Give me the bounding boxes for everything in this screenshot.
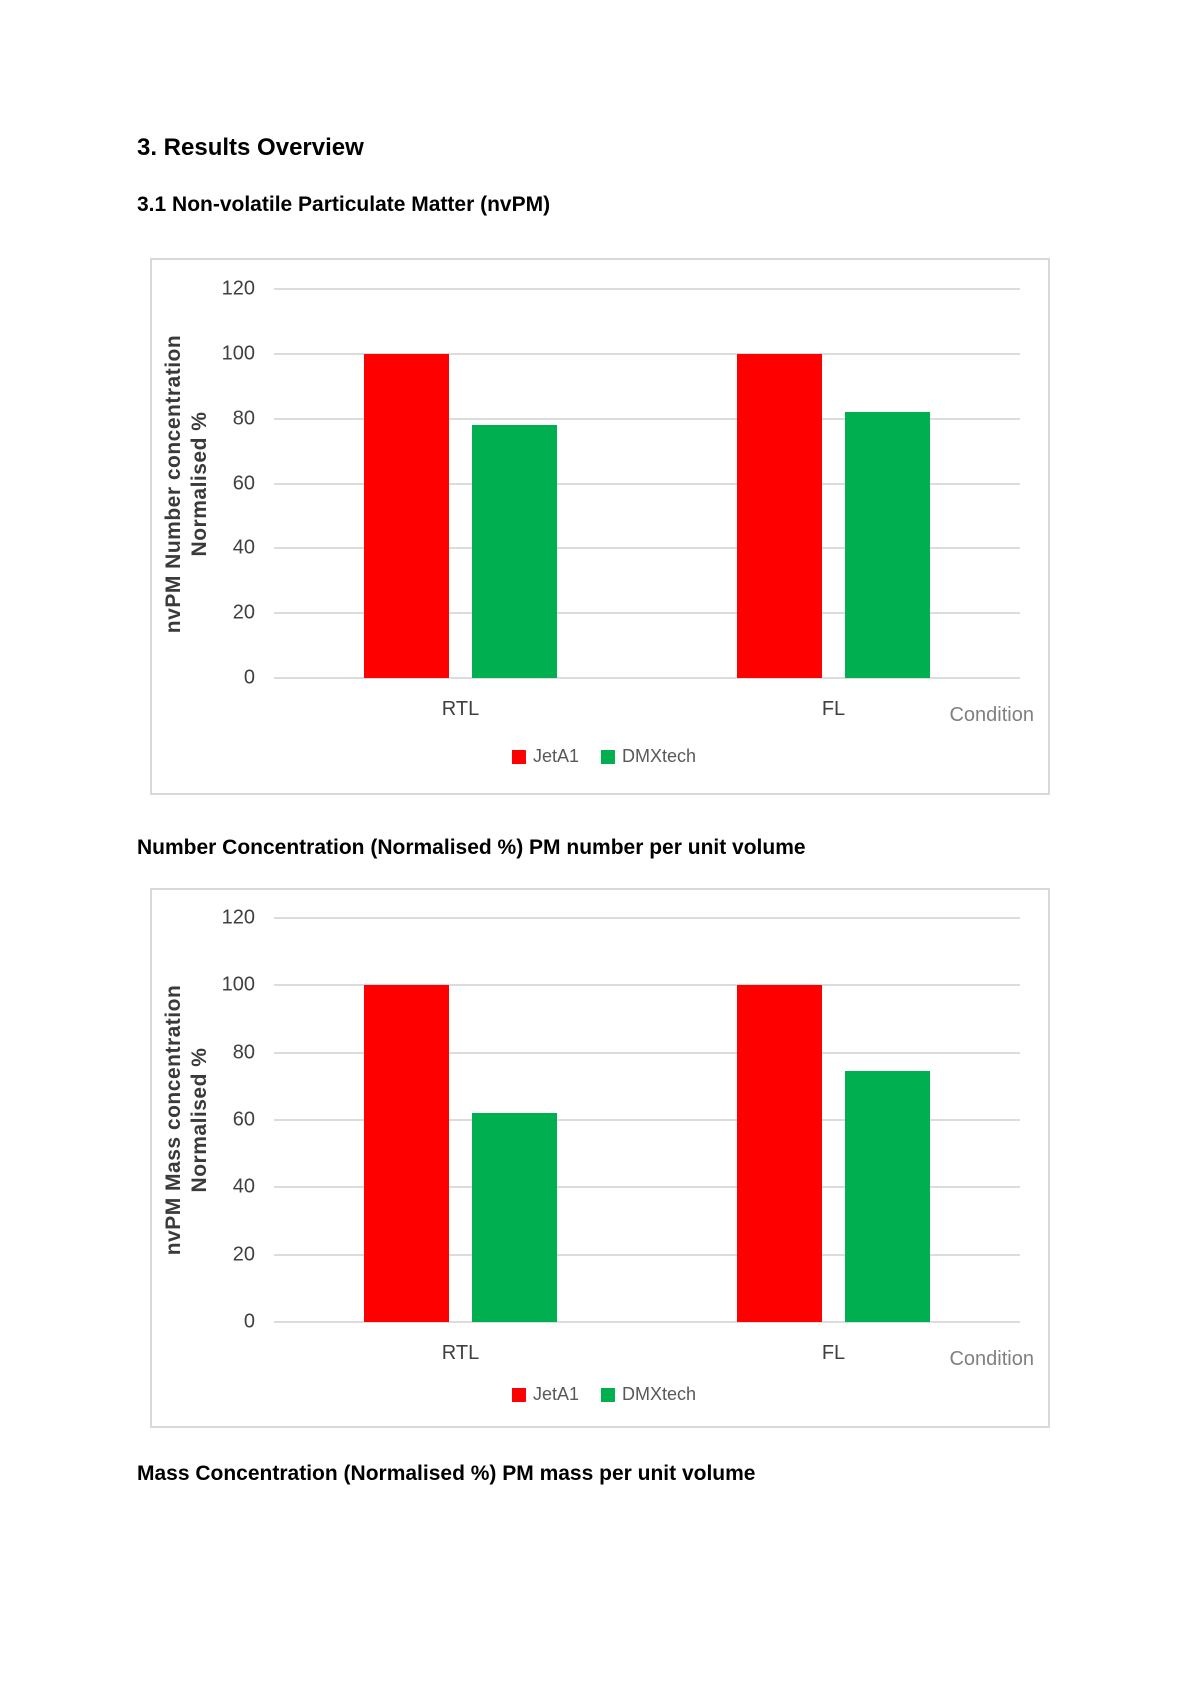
legend-label: DMXtech xyxy=(622,1384,697,1404)
y-axis-tick-label: 0 xyxy=(243,666,255,689)
legend-item-jeta1 xyxy=(512,746,579,767)
legend-item-dmxtech xyxy=(601,1384,696,1405)
x-category-label: RTL xyxy=(441,698,480,720)
y-axis-tick-label: 0 xyxy=(243,1310,255,1333)
y-axis-tick-label: 60 xyxy=(232,1108,255,1131)
bar-dmxtech-fl xyxy=(845,412,930,678)
bar-dmxtech-rtl xyxy=(472,425,557,678)
bar-dmxtech-rtl xyxy=(472,1113,557,1322)
legend-swatch xyxy=(601,750,615,764)
x-category-label: RTL xyxy=(441,1342,480,1364)
x-axis-title: Condition xyxy=(949,1348,1034,1370)
number-chart-caption: Number Concentration (Normalised %) PM number per unit volume xyxy=(137,836,806,859)
legend-swatch xyxy=(512,1388,526,1402)
x-category-label: FL xyxy=(821,698,846,720)
legend-label: JetA1 xyxy=(532,1384,579,1404)
bar-jeta1-fl xyxy=(737,985,822,1322)
y-axis-title-line1: nvPM Number concentration xyxy=(162,334,185,634)
section-heading: 3. Results Overview xyxy=(137,134,364,161)
y-axis-tick-label: 20 xyxy=(232,1243,255,1266)
bar-dmxtech-fl xyxy=(845,1071,930,1322)
nvpm-mass-chart xyxy=(150,888,1050,1428)
legend-label: JetA1 xyxy=(532,746,579,766)
x-category-label: FL xyxy=(821,1342,846,1364)
y-axis-tick-label: 20 xyxy=(232,601,255,624)
legend-item-dmxtech xyxy=(601,746,696,767)
legend-item-jeta1 xyxy=(512,1384,579,1405)
y-axis-tick-label: 80 xyxy=(232,407,255,430)
legend-swatch xyxy=(512,750,526,764)
y-axis-tick-label: 60 xyxy=(232,472,255,494)
y-axis-tick-label: 100 xyxy=(221,973,255,996)
subsection-heading: 3.1 Non-volatile Particulate Matter (nvPM) xyxy=(137,193,551,216)
bar-jeta1-rtl xyxy=(364,354,449,678)
legend xyxy=(512,746,696,767)
y-axis-title-line1: nvPM Mass concentration xyxy=(162,984,185,1256)
mass-chart-caption: Mass Concentration (Normalised %) PM mass per unit volume xyxy=(137,1462,756,1485)
gridline xyxy=(274,917,1020,919)
bar-jeta1-rtl xyxy=(364,985,449,1322)
nvpm-number-chart xyxy=(150,258,1050,795)
y-axis-title-line2: Normalised % xyxy=(188,1047,211,1193)
y-axis-tick-label: 120 xyxy=(221,906,255,929)
y-axis-tick-label: 40 xyxy=(232,1175,255,1198)
legend-swatch xyxy=(601,1388,615,1402)
bar-jeta1-fl xyxy=(737,354,822,678)
x-axis-title: Condition xyxy=(949,704,1034,726)
gridline xyxy=(274,288,1020,290)
y-axis-tick-label: 100 xyxy=(221,342,255,365)
legend xyxy=(512,1384,696,1405)
y-axis-tick-label: 80 xyxy=(232,1041,255,1064)
legend-label: DMXtech xyxy=(622,746,697,766)
y-axis-title-line2: Normalised % xyxy=(188,411,211,557)
y-axis-tick-label: 40 xyxy=(232,536,255,559)
y-axis-tick-label: 120 xyxy=(221,277,255,300)
